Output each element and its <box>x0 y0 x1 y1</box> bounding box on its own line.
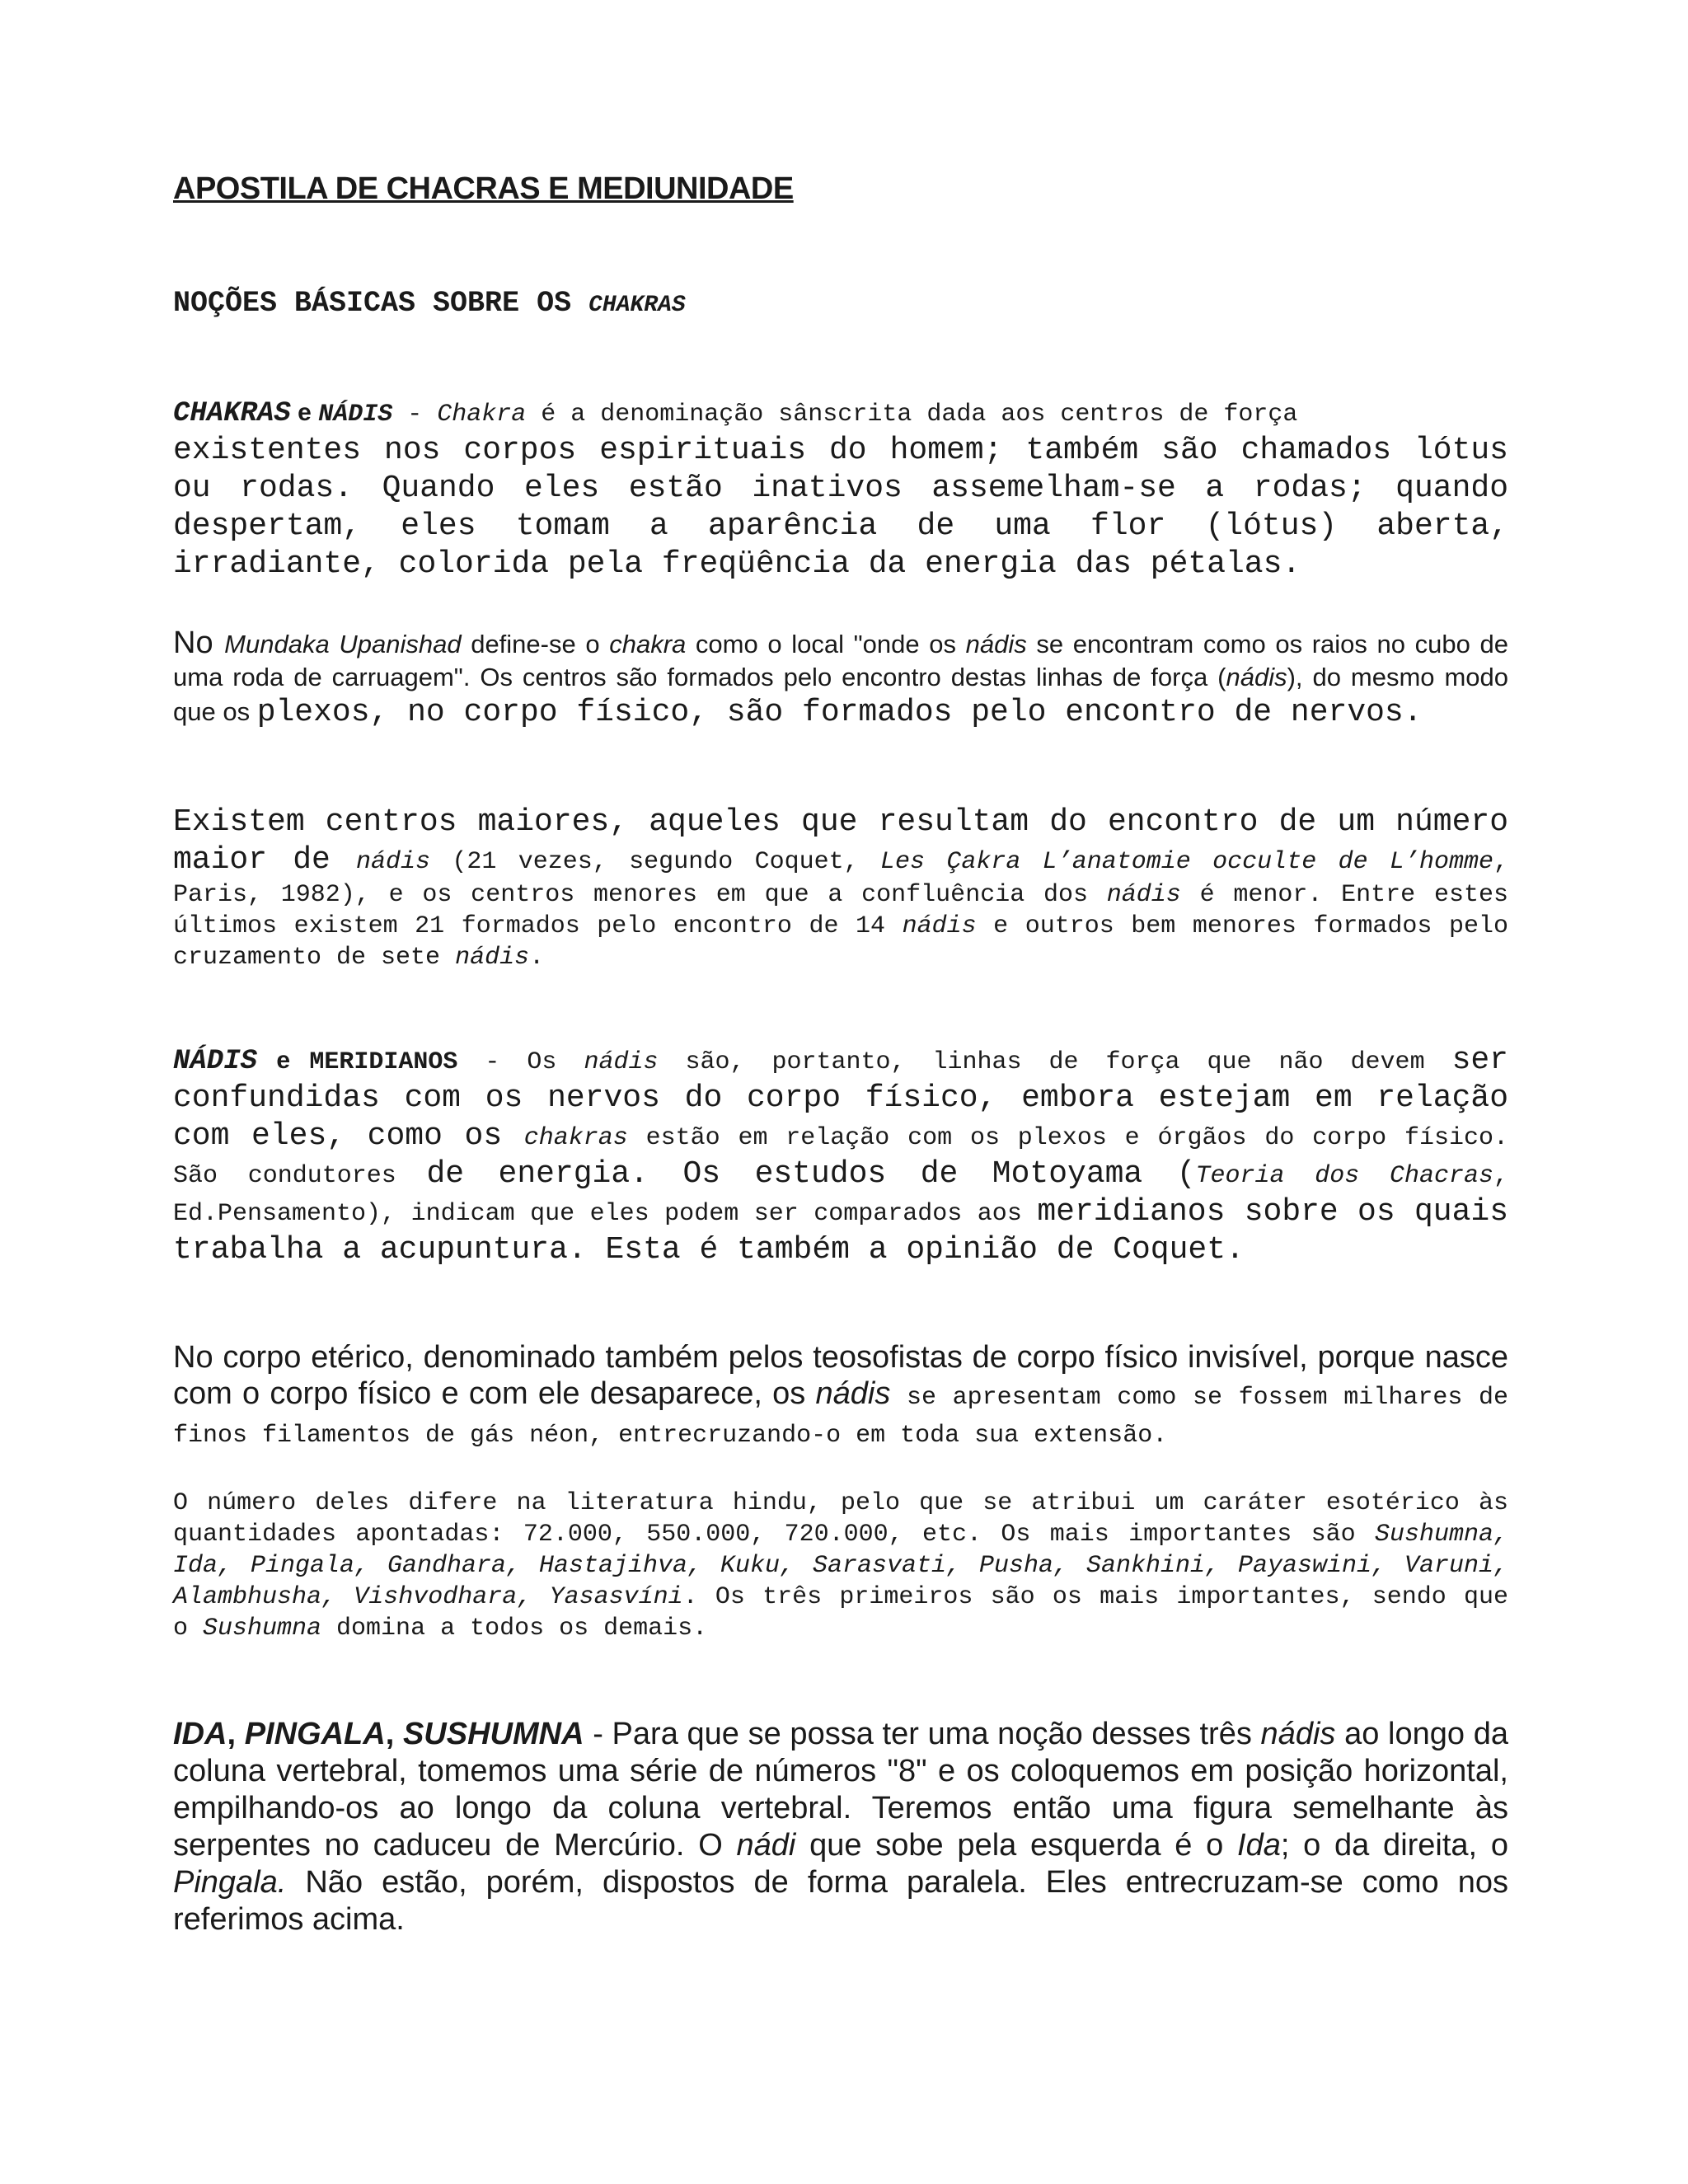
section-heading <box>173 287 686 320</box>
term-sushumna: SUSHUMNA <box>402 1717 584 1751</box>
document-title: APOSTILA DE CHACRAS E MEDIUNIDADE <box>173 171 794 206</box>
word-chakra: Chakra <box>437 401 527 429</box>
heading-emphasis: CHAKRAS <box>588 293 686 318</box>
book-title-motoyama: Teoria dos Chacras <box>1195 1162 1493 1190</box>
term-ida: IDA <box>173 1717 227 1751</box>
nadis-names-list: Sushumna, Ida, Pingala, Gandhara, Hastajihva, Kuku, Sarasvati, Pusha, Sankhini, Payaswini, Varuni, Alambhusha, Vishvodhara, Yasasvíni <box>173 1521 1508 1611</box>
term-chakras: CHAKRAS <box>173 398 291 429</box>
connector-e: e <box>290 399 319 426</box>
paragraph-centros: Existem centros maiores, aqueles que resultam do encontro de um número maior de nádis (21 vezes, segundo Coquet, Les Çakra L’anatomie occulte de L’homme, Paris, 1982), e os centros menores em que a confluência dos nádis é menor. Entre estes últimos existem 21 formados pelo encontro de 14 nádis e outros bem menores formados pelo cruzamento de sete nádis. <box>173 804 1508 972</box>
paragraph-nadis-meridianos: NÁDIS e MERIDIANOS - Os nádis são, portanto, linhas de força que não devem ser confundidas com os nervos do corpo físico, embora estejam em relação com eles, como os chakras estão em relação com os plexos e órgãos do corpo físico. São condutores de energia. Os estudos de Motoyama (Teoria dos Chacras, Ed.Pensamento), indicam que eles podem ser comparados aos meridianos sobre os quais trabalha a acupuntura. Esta é também a opinião de Coquet. <box>173 1043 1509 1268</box>
book-title-coquet: Les Çakra L’anatomie occulte de L’homme <box>879 848 1493 876</box>
paragraph-ida-pingala-sushumna: IDA, PINGALA, SUSHUMNA - Para que se possa ter uma noção desses três nádis ao longo da coluna vertebral, tomemos uma série de números "8" e os coloquemos em posição horizontal, empilhando-os ao longo da coluna vertebral. Teremos então uma figura semelhante às serpentes no caduceu de Mercúrio. O nádi que sobe pela esquerda é o Ida; o da direita, o Pingala. Não estão, porém, dispostos de forma paralela. Eles entrecruzam-se como nos referimos acima. <box>173 1717 1508 1937</box>
paragraph-numero-nadis: O número deles difere na literatura hindu, pelo que se atribui um caráter esotérico às quantidades apontadas: 72.000, 550.000, 720.000, etc. Os mais importantes são Sushumna, Ida, Pingala, Gandhara, Hastajihva, Kuku, Sarasvati, Pusha, Sankhini, Payaswini, Varuni, Alambhusha, Vishvodhara, Yasasvíni. Os três primeiros são os mais importantes, sendo que o Sushumna domina a todos os demais. <box>173 1489 1508 1643</box>
term-nadis-2: NÁDIS <box>173 1046 258 1077</box>
term-nadis: NÁDIS <box>318 401 393 429</box>
paragraph-chakras-nadis: CHAKRAS e NÁDIS - Chakra é a denominação sânscrita dada aos centros de força existentes nos corpos espirituais do homem; também são chamados lótus ou rodas. Quando eles estão inativos assemelham-se a rodas; quando despertam, eles tomam a aparência de uma flor (lótus) aberta, irradiante, colorida pela freqüência da energia das pétalas. <box>173 398 1508 582</box>
mundaka-upanishad: Mundaka Upanishad <box>224 630 462 658</box>
paragraph-chakras-body: existentes nos corpos espirituais do homem; também são chamados lótus ou rodas. Quando eles estão inativos assemelham-se a rodas; quando despertam, eles tomam a aparência de uma flor (lótus) aberta, irradiante, colorida pela freqüência da energia das pétalas. <box>173 433 1508 582</box>
term-meridianos: MERIDIANOS <box>309 1048 458 1076</box>
heading-text: NOÇÕES BÁSICAS SOBRE OS <box>173 287 589 320</box>
paragraph-mundaka: No Mundaka Upanishad define-se o chakra como o local "onde os nádis se encontram como os raios no cubo de uma roda de carruagem". Os centros são formados pelo encontro destas linhas de força (nádis), do mesmo modo que os plexos, no corpo físico, são formados pelo encontro de nervos. <box>173 626 1509 730</box>
paragraph-corpo-eterico: No corpo etérico, denominado também pelos teosofistas de corpo físico invisível, porque nasce com o corpo físico e com ele desaparece, os nádis se apresentam como se fossem milhares de finos filamentos de gás néon, entrecruzando-o em toda sua extensão. <box>173 1340 1508 1450</box>
term-pingala: PINGALA <box>244 1717 386 1751</box>
